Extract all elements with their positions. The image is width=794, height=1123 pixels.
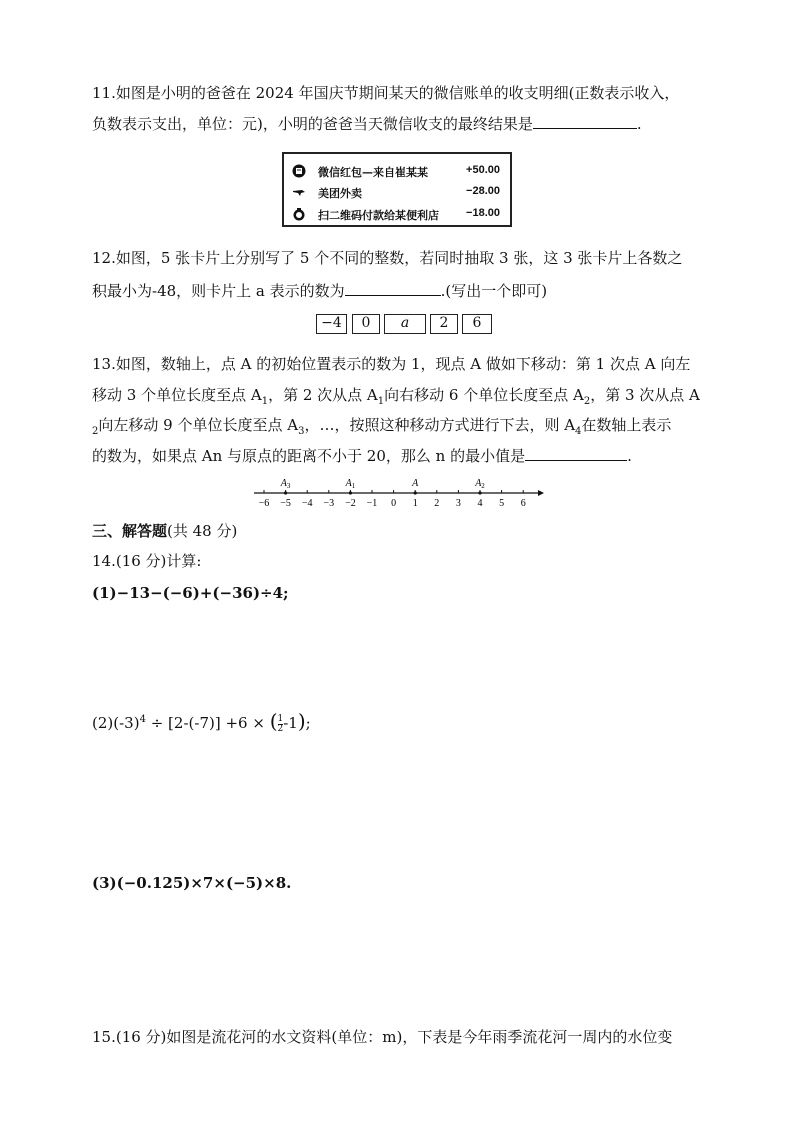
bill-label-3: 扫二维码付款给某便利店	[318, 209, 439, 222]
q11-line2	[92, 112, 642, 135]
q12-line2-text: 积最小为-48，则卡片上 a 表示的数为	[92, 282, 345, 300]
number-line-tick-label: −5	[280, 498, 291, 509]
card-4-value: 2	[439, 315, 449, 331]
card-2	[352, 314, 380, 334]
q13-sub-a2b: 2	[92, 426, 99, 437]
q12-line2	[92, 279, 547, 302]
bill-amount-1: +50.00	[466, 164, 500, 176]
number-line-figure	[250, 474, 546, 514]
q14-part2	[92, 709, 311, 734]
bill-amount-3: −18.00	[466, 207, 500, 219]
number-line-point-label: $A_3$	[280, 478, 291, 490]
number-line-tick-label: 6	[520, 498, 526, 509]
card-1-value: −4	[321, 315, 342, 331]
number-line-point	[478, 491, 481, 494]
q14-p2-middle: ÷ [2-(-7)] +6 ×	[145, 714, 270, 732]
number-line-point-label: $A_1$	[345, 478, 356, 490]
bill-amount-2: −28.00	[466, 185, 500, 197]
q13-line2b: ，第 2 次从点 A	[268, 386, 378, 404]
card-3	[384, 314, 426, 334]
q13-line3	[92, 414, 671, 443]
bill-row-3	[292, 205, 500, 225]
q13-line4	[92, 444, 632, 467]
section3-score: (共 48 分)	[167, 522, 238, 540]
q11-line2-end: .	[636, 115, 642, 133]
bill-label-1: 微信红包—来自崔某某	[318, 166, 428, 179]
section3-heading	[92, 520, 237, 542]
q14-p2-minus-one: -1	[283, 714, 298, 732]
q14-p2-base: (2)(-3)	[92, 714, 140, 732]
number-line-point-label: $A_2$	[475, 478, 485, 490]
q13-answer-blank	[525, 444, 627, 461]
card-5	[462, 314, 492, 334]
q13-line2a: 移动 3 个单位长度至点 A	[92, 386, 262, 404]
q14-part3: (3)(−0.125)×7×(−5)×8.	[92, 874, 292, 892]
q14-p2-lparen: (	[269, 709, 278, 733]
q15-line1: 15.(16 分)如图是流花河的水文资料(单位：m)，下表是今年雨季流花河一周内的水位变	[92, 1028, 673, 1046]
number-line-tick-label: 0	[391, 498, 397, 509]
q12-answer-blank	[345, 279, 441, 296]
number-line-tick-label: 2	[434, 498, 440, 509]
q12-line1: 12.如图，5 张卡片上分别写了 5 个不同的整数，若同时抽取 3 张，这 3 张卡片上各数之	[92, 249, 683, 267]
number-line-tick-label: 4	[477, 498, 483, 509]
q13-sub-a1b: 1	[377, 396, 385, 407]
section3-title: 三、解答题	[92, 522, 168, 540]
wallet-icon	[292, 164, 306, 178]
q13-line4-end: .	[627, 447, 632, 465]
number-line-point	[349, 491, 352, 494]
card-1	[316, 314, 347, 334]
q13-line4-text: 的数为，如果点 An 与原点的距离不小于 20，那么 n 的最小值是	[92, 447, 526, 465]
q14-stem: 14.(16 分)计算:	[92, 552, 202, 570]
number-line-tick-label: −3	[323, 498, 335, 509]
q14-p2-exponent: 4	[139, 714, 146, 725]
q14-p2-rparen: )	[297, 709, 306, 733]
bill-row-1	[292, 162, 500, 182]
bill-row-2	[292, 183, 500, 203]
money-bag-icon	[292, 207, 306, 221]
q13-line2d: ，第 3 次从点 A	[590, 386, 700, 404]
number-line-tick-label: −4	[301, 498, 313, 509]
q14-p2-frac-num: 1	[277, 713, 284, 724]
number-line-tick-label: −2	[345, 498, 356, 509]
number-line-tick-label: −6	[258, 498, 270, 509]
q13-line3a: 向左移动 9 个单位长度至点 A	[98, 416, 299, 434]
bill-label-2: 美团外卖	[318, 187, 362, 200]
q12-line2-end: .(写出一个即可)	[440, 282, 548, 300]
card-5-value: 6	[472, 315, 482, 331]
number-line-tick-label: 5	[499, 498, 505, 509]
q11-answer-blank	[533, 112, 637, 129]
q13-sub-a1: 1	[261, 396, 269, 407]
number-line-tick-label: −1	[366, 498, 378, 509]
q13-sub-a4: 4	[575, 426, 582, 437]
q13-line1: 13.如图，数轴上，点 A 的初始位置表示的数为 1，现点 A 做如下移动：第 1 次点 A 向左	[92, 355, 691, 373]
q14-p2-frac-den: 2	[277, 723, 284, 734]
number-line-arrow	[538, 490, 544, 496]
q14-p2-end: ;	[305, 714, 311, 732]
q11-line1: 11.如图是小明的爸爸在 2024 年国庆节期间某天的微信账单的收支明细(正数表示收入，	[92, 84, 680, 102]
card-2-value: 0	[361, 315, 371, 331]
wechat-bill-figure	[282, 152, 512, 227]
card-4	[430, 314, 458, 334]
number-line-point	[284, 491, 287, 494]
q13-sub-a2: 2	[583, 396, 591, 407]
q13-line3b: ，…，按照这种移动方式进行下去，则 A	[304, 416, 576, 434]
q13-sub-a3: 3	[298, 426, 305, 437]
delivery-icon	[292, 185, 306, 199]
number-line-points	[280, 478, 486, 495]
number-line-tick-label: 1	[412, 498, 418, 509]
number-line-point-label: A	[412, 478, 419, 489]
q13-line2c: 向右移动 6 个单位长度至点 A	[384, 386, 584, 404]
q13-line3c: 在数轴上表示	[581, 416, 672, 434]
number-line-tick-label: 3	[455, 498, 461, 509]
q11-line2-text: 负数表示支出，单位：元)，小明的爸爸当天微信收支的最终结果是	[92, 115, 533, 133]
card-3-value: a	[400, 315, 410, 331]
number-line-point	[414, 491, 417, 494]
q14-part1: (1)−13−(−6)+(−36)÷4;	[92, 584, 289, 602]
q13-line2	[92, 384, 700, 413]
